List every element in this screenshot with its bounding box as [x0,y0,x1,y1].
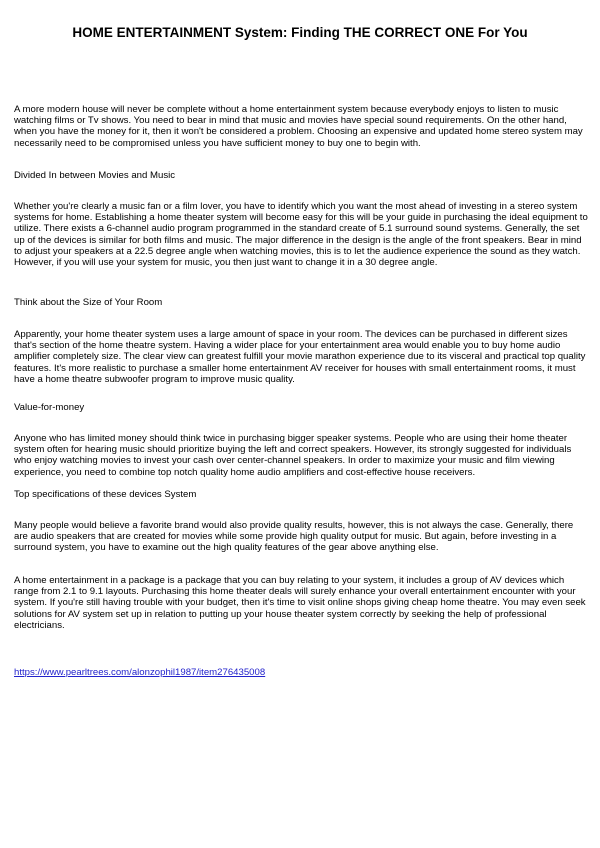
section-heading-specifications: Top specifications of these devices System [14,489,197,500]
page-title: HOME ENTERTAINMENT System: Finding THE CORRECT ONE For You [72,25,528,40]
intro-paragraph: A more modern house will never be complete without a home entertainment system because everybody enjoys to listen to music watching films or Tv shows. You need to bear in mind that music and movies have special sound requirements. On the other hand, when you have the money for it, then it won't be considered a problem. Choosing an expensive and updated home stereo system may necessarily need to be compromised unless you have sufficient money to buy one to begin with. [14,104,583,149]
specifications-paragraph: Many people would believe a favorite brand would also provide quality results, however, this is not always the case. Generally, there are audio speakers that are created for movies while some provide high quality output for music. But again, before investing in a surround system, you have to examine out the high quality features of the gear above anything else. [14,520,574,554]
section-heading-room-size: Think about the Size of Your Room [14,297,163,308]
source-link[interactable]: https://www.pearltrees.com/alonzophil1987/item276435008 [14,667,266,678]
section-heading-value: Value-for-money [14,402,85,413]
section-heading-movies-music: Divided In between Movies and Music [14,170,176,181]
value-paragraph: Anyone who has limited money should think twice in purchasing bigger speaker systems. People who are using their home theater system often for hearing music should prioritize buying the left and correct speakers. However, its strongly suggested for individuals who enjoy watching movies to invest your cash over center-channel speakers. In order to maximize your music and film viewing experience, you need to combine top notch quality home audio amplifiers and cost-effective house receivers. [14,433,572,478]
movies-music-paragraph: Whether you're clearly a music fan or a film lover, you have to identify which you want the most ahead of investing in a stereo system systems for home. Establishing a home theater system will become easy for this will be your guide in purchasing the ideal equipment to utilize. There exists a 6-channel audio program programmed in the standard create of 5.1 surround sound systems. Generally, the set up of the devices is similar for both films and music. The major difference in the design is the angle of the front speakers. Bear in mind to adjust your speakers at a 22.5 degree angle when watching movies, this is to let the audience experience the sound as they watch. However, if you will use your system for music, you then just want to change it in a 30 degree angle. [14,201,588,269]
package-paragraph: A home entertainment in a package is a package that you can buy relating to your system, it includes a group of AV devices which range from 2.1 to 9.1 layouts. Purchasing this home theater deals will surely enhance your overall entertainment encounter with your system. If you're still having trouble with your budget, then it's time to visit online shops giving cheap home theatre. You may even seek solutions for AV system set up in relation to putting up your house theater system correctly by seeking the help of professional electricians. [14,575,586,631]
room-size-paragraph: Apparently, your home theater system uses a large amount of space in your room. The devices can be purchased in different sizes that's section of the home theatre system. Having a wider place for your entertainment area would enable you to buy home audio amplifier completely size. The clear view can greatest fulfill your movie marathon experience due to its visceral and practical top quality features. It's more realistic to purchase a smaller home entertainment AV receiver for houses with small entertainment rooms, it must have a home theatre subwoofer program to improve music quality. [14,329,586,385]
